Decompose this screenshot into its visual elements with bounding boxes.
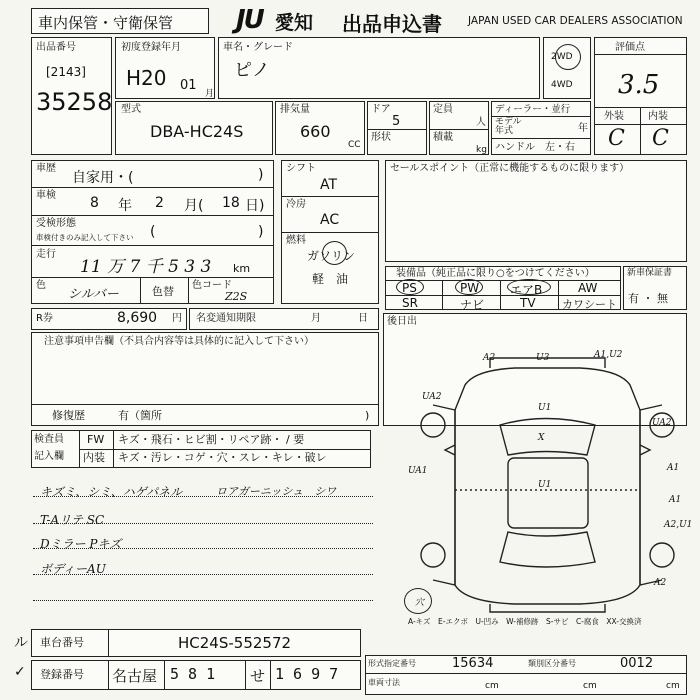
- deadline-month: 月: [311, 313, 321, 324]
- exterior-grade: C: [608, 126, 625, 151]
- interior-items: キズ・汚レ・コゲ・穴・スレ・キレ・破レ: [118, 451, 327, 464]
- type-cert-number: 15634: [452, 656, 494, 671]
- class-label: 類別区分番号: [528, 659, 576, 668]
- size-unit-1: cm: [485, 681, 499, 691]
- plate-city: 名古屋: [112, 667, 158, 685]
- equip-airbag-circle: [507, 279, 551, 295]
- deadline-label: 名変通知期限: [196, 313, 256, 324]
- diagram-mark: A2: [483, 353, 496, 363]
- notes-label: 注意事項申告欄（不具合内容等は具体的に記入して下さい）: [44, 336, 314, 347]
- margin-mark: ル: [14, 635, 28, 651]
- reception-close: ): [258, 224, 264, 240]
- document-title: 出品申込書: [342, 12, 442, 36]
- fuel-gasoline-circle: [322, 241, 347, 265]
- diagram-mark: A1,U2: [594, 350, 623, 360]
- history-label: 車歴: [36, 163, 56, 174]
- inspection-day: 18: [222, 195, 240, 211]
- drive-4wd: 4WD: [551, 80, 573, 90]
- plate-label: 登録番号: [40, 668, 84, 681]
- diagram-mark: U1: [538, 480, 552, 490]
- inspector-entry-label: 記入欄: [34, 451, 64, 462]
- reception-open: (: [150, 224, 156, 240]
- diagram-mark: A1: [669, 495, 682, 505]
- inspection-year-unit: 年: [118, 198, 132, 214]
- model-value: DBA-HC24S: [150, 122, 244, 141]
- fuel-diesel: 軽 油: [312, 272, 349, 286]
- doors-label: ドア: [371, 104, 391, 115]
- registration-era-year: H20: [126, 66, 167, 90]
- drive-2wd: 2WD: [551, 52, 573, 62]
- equip-tv: TV: [520, 296, 536, 310]
- handle-label: ハンドル: [495, 142, 535, 153]
- warranty-value: 有 ・ 無: [628, 292, 668, 305]
- year-unit: 年: [578, 123, 588, 134]
- inspector-label: 検査員: [34, 434, 64, 445]
- equip-ps-circle: [396, 279, 424, 295]
- repair-history-value: 有（箇所: [118, 409, 162, 422]
- reception-note: 車検付きのみ記入して下さい: [36, 233, 134, 242]
- diagram-mark: U3: [536, 353, 550, 363]
- shift-value: AT: [320, 177, 338, 193]
- equip-leather-seat: カワシート: [562, 298, 617, 311]
- recycle-unit: 円: [172, 313, 182, 324]
- equip-ps: PS: [402, 281, 417, 295]
- inspection-month: 2: [155, 195, 164, 211]
- type-cert-label: 形式指定番号: [368, 659, 416, 668]
- capacity-label: 定員: [433, 104, 453, 115]
- margin-mark: ✓: [14, 664, 26, 680]
- equipment-label: 装備品（純正品に限り○をつけてください）: [396, 268, 595, 279]
- plate-kana: せ: [250, 667, 266, 685]
- interior-row-label: 内装: [83, 451, 105, 464]
- note-line-5: ボディーAU: [40, 562, 106, 576]
- doors-value: 5: [392, 114, 401, 129]
- mileage-label: 走行: [36, 249, 56, 260]
- inspection-month-unit: 月(: [184, 198, 204, 214]
- aircon-value: AC: [320, 212, 340, 228]
- vehicle-size-label: 車両寸法: [368, 678, 400, 687]
- org-name: 愛知: [275, 12, 314, 34]
- diagram-mark: X: [538, 433, 545, 443]
- history-close: ): [258, 167, 264, 183]
- registration-label: 初度登録年月: [121, 42, 181, 53]
- aircon-label: 冷房: [286, 199, 306, 210]
- diagram-mark: A1: [667, 463, 680, 473]
- sales-point-box: [385, 160, 687, 262]
- warranty-label: 新車保証書: [627, 268, 673, 278]
- note-line-1: キズミ、シミ、ハゲパネル: [40, 485, 183, 499]
- color-value: シルバー: [68, 287, 119, 302]
- diagram-mark: U1: [538, 403, 552, 413]
- plate-number: 1 6 9 7: [275, 665, 339, 683]
- model-label: 型式: [121, 104, 141, 115]
- rear-label: 後日出: [387, 316, 417, 327]
- storage-stamp-text: 車内保管・守衛保管: [38, 14, 174, 32]
- org-name-english: JAPAN USED CAR DEALERS ASSOCIATION: [468, 15, 683, 27]
- ju-logo: JU: [236, 5, 263, 35]
- inspection-label: 車検: [36, 190, 56, 201]
- recycle-label: R券: [36, 313, 53, 324]
- color-change-label: 色替: [152, 285, 174, 298]
- equip-sr: SR: [402, 296, 418, 310]
- history-value: 自家用・(: [72, 170, 134, 186]
- diagram-mark: UA2: [652, 418, 672, 428]
- lot-small-number: [2143]: [46, 65, 86, 79]
- mileage-unit: km: [233, 262, 251, 275]
- storage-stamp: [31, 8, 209, 34]
- note-line-4: Dミラー Pキズ: [40, 537, 122, 551]
- drive-2wd-circle: [555, 44, 581, 70]
- lot-number: 35258: [36, 88, 113, 116]
- score-value: 3.5: [618, 70, 660, 100]
- lot-label: 出品番号: [36, 42, 76, 53]
- load-label: 積載: [433, 132, 453, 143]
- repair-history-label: 修復歴: [52, 409, 85, 422]
- deadline-day: 日: [358, 313, 368, 324]
- fuel-label: 燃料: [286, 235, 306, 246]
- fw-items: キズ・飛石・ヒビ割・リペア跡・ / 要: [118, 433, 305, 446]
- chassis-number: HC24S-552572: [178, 634, 292, 652]
- color-code-label: 色コード: [192, 280, 232, 291]
- diagram-mark: UA1: [408, 466, 428, 476]
- equip-navi: ナビ: [460, 298, 485, 312]
- equip-pw-circle: [455, 279, 483, 295]
- registration-month-unit: 月: [205, 89, 215, 99]
- equip-pw: PW: [460, 281, 480, 295]
- score-label: 評価点: [615, 42, 645, 53]
- recycle-value: 8,690: [117, 310, 158, 326]
- car-name-label: 車名・グレード: [223, 42, 293, 53]
- exterior-label: 外装: [604, 111, 624, 122]
- size-unit-3: cm: [666, 681, 680, 691]
- diagram-mark: A2,U1: [664, 520, 693, 530]
- inspection-year: 8: [90, 195, 99, 211]
- load-unit: kg: [476, 145, 487, 155]
- equip-airbag: エアB: [510, 283, 543, 297]
- recycle-box: [31, 308, 187, 330]
- interior-grade: C: [652, 126, 669, 151]
- note-line-3: T-Aリテ SC: [40, 513, 105, 527]
- displacement-unit: CC: [348, 140, 361, 150]
- capacity-unit: 人: [476, 117, 486, 128]
- size-unit-2: cm: [583, 681, 597, 691]
- dealer-type-label: ディーラー・並行: [495, 104, 571, 115]
- body-shape-label: 形状: [371, 132, 391, 143]
- sales-point-label: セールスポイント（正常に機能するものに限ります）: [390, 163, 630, 174]
- shift-label: シフト: [286, 163, 316, 174]
- spare-circle: [404, 588, 432, 614]
- fuel-gasoline: ガソリン: [307, 249, 356, 263]
- registration-month: 01: [180, 78, 197, 93]
- chassis-label: 車台番号: [40, 636, 84, 649]
- mileage-value: 11 万 7 千 5 3 3: [80, 257, 212, 277]
- diagram-mark: A2: [654, 578, 667, 588]
- equip-aw: AW: [578, 281, 598, 295]
- reception-label: 受検形態: [36, 218, 76, 229]
- repair-history-close: ): [365, 409, 370, 422]
- fw-label: FW: [87, 433, 105, 446]
- color-label: 色: [36, 280, 46, 291]
- diagram-mark: 穴: [415, 598, 425, 608]
- handle-options: 左・右: [545, 142, 575, 153]
- diagram-mark: UA2: [422, 392, 442, 402]
- note-line-2: ロアガーニッシュ シワ: [216, 485, 337, 498]
- displacement-value: 660: [300, 122, 331, 141]
- model-year-label: モデル: [495, 117, 522, 127]
- color-code-value: Z2S: [225, 290, 248, 303]
- car-name-value: ピノ: [234, 60, 270, 81]
- damage-legend: A-キズ E-エクボ U-凹み W-補修跡 S-サビ C-腐食 XX-交換済: [408, 617, 642, 626]
- inspection-day-unit: 日): [245, 198, 265, 214]
- year-label: 年式: [495, 126, 514, 136]
- interior-label: 内装: [648, 111, 668, 122]
- plate-class: 5 8 1: [170, 665, 216, 683]
- displacement-label: 排気量: [280, 104, 310, 115]
- class-number: 0012: [620, 656, 654, 671]
